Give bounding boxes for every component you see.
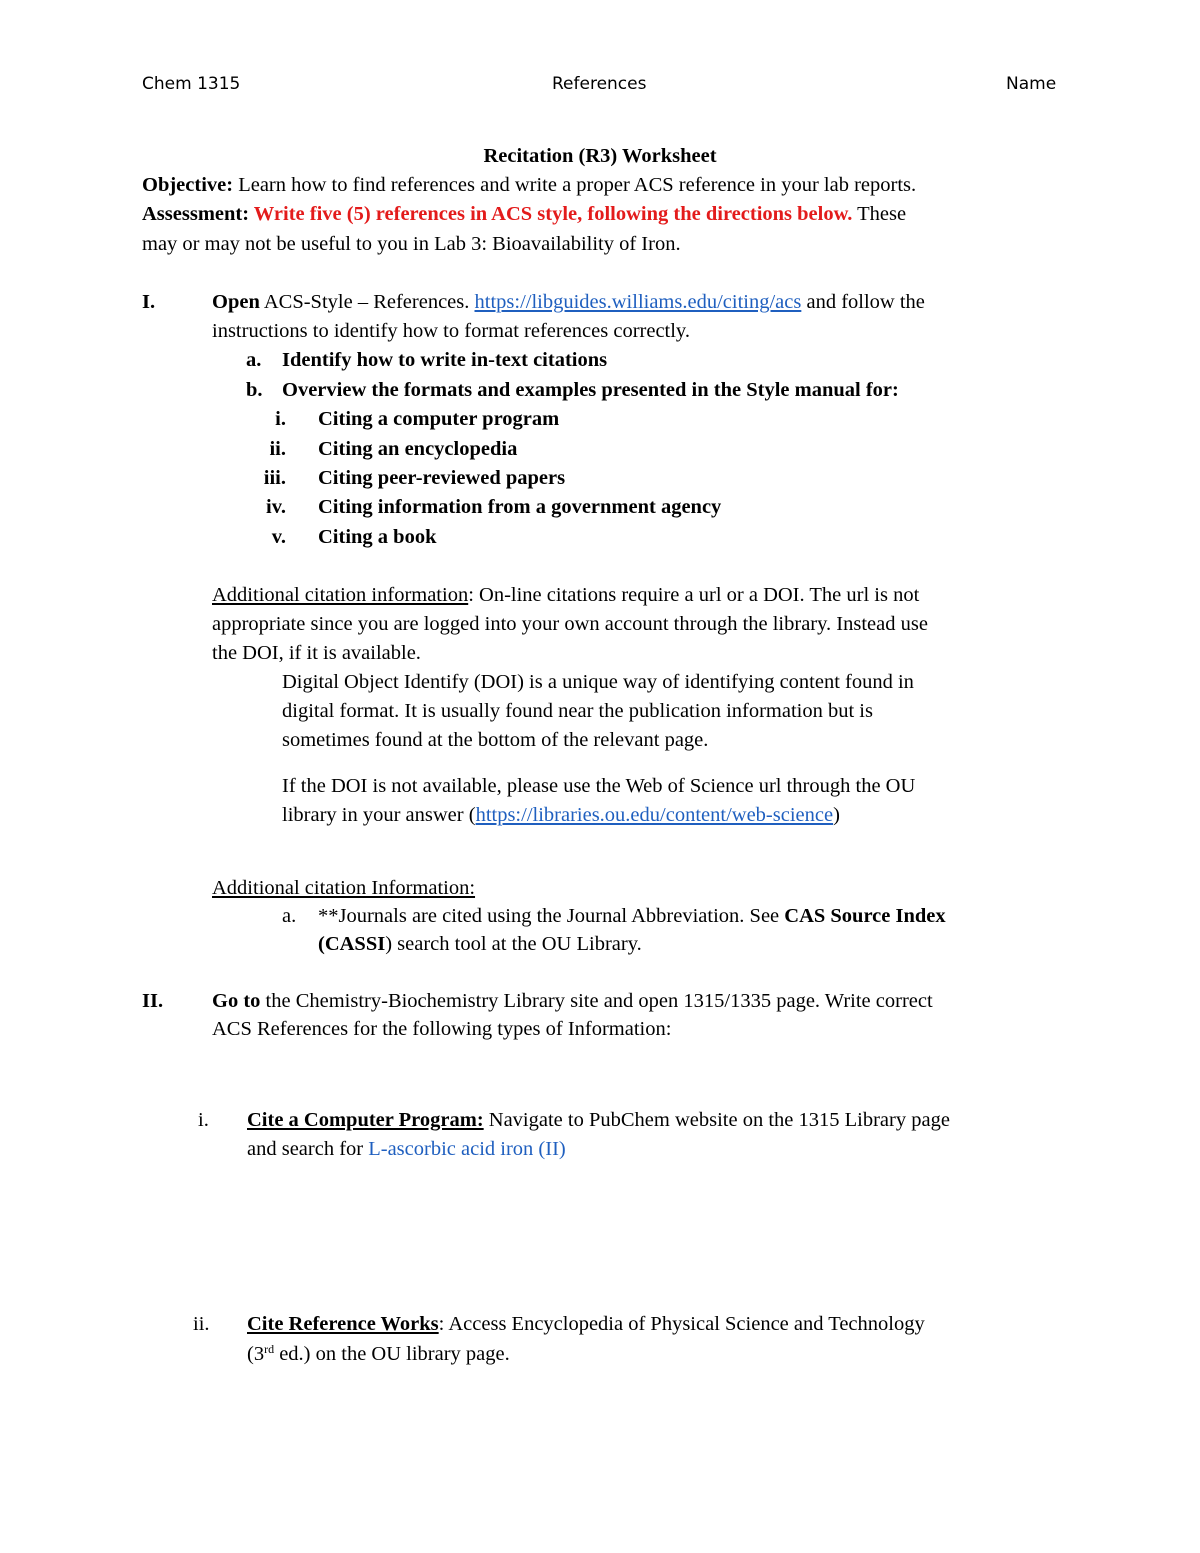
task-ii-line-1: Cite Reference Works: Access Encyclopedia of Physical Science and Technology — [247, 1313, 925, 1335]
section-1-line-1: Open ACS-Style – References. https://libguides.williams.edu/citing/acs and follow the — [212, 291, 925, 313]
assessment-instruction: Write five (5) references in ACS style, following the directions below. — [249, 203, 853, 225]
doi-line-1: Digital Object Identify (DOI) is a unique way of identifying content found in — [282, 671, 914, 693]
additional-info-line-2: appropriate since you are logged into your own account through the library. Instead use — [212, 613, 928, 635]
list-item-b-marker: b. — [246, 379, 263, 401]
task-i-marker: i. — [198, 1109, 209, 1131]
additional-info-label: Additional citation information — [212, 584, 469, 606]
section-1-line-2: instructions to identify how to format references correctly. — [212, 320, 690, 342]
section-2-numeral: II. — [142, 990, 164, 1012]
additional-info-2-marker: a. — [282, 905, 297, 927]
page-title: Recitation (R3) Worksheet — [483, 145, 717, 167]
task-ii-label: Cite Reference Works — [247, 1313, 439, 1335]
list-item-a-marker: a. — [246, 349, 262, 371]
doi-line-3: sometimes found at the bottom of the relevant page. — [282, 729, 709, 751]
assessment-label: Assessment: — [142, 203, 250, 225]
additional-info-2-label: Additional citation Information: — [212, 877, 476, 899]
task-i-line-2: and search for L-ascorbic acid iron (II) — [247, 1138, 566, 1160]
subitem-ii: Citing an encyclopedia — [318, 438, 518, 460]
header-course: Chem 1315 — [142, 74, 241, 94]
task-ii-marker: ii. — [193, 1313, 210, 1335]
section-2-line-1: Go to the Chemistry-Biochemistry Library site and open 1315/1335 page. Write correct — [212, 990, 933, 1012]
doi-line-2: digital format. It is usually found near the publication information but is — [282, 700, 873, 722]
assessment-line: Assessment: Write five (5) references in ACS style, following the directions below. These — [142, 203, 907, 225]
wos-line-2: library in your answer (https://libraries.ou.edu/content/web-science) — [282, 804, 840, 826]
additional-info-line-3: the DOI, if it is available. — [212, 642, 421, 664]
search-term: L-ascorbic acid iron (II) — [368, 1138, 566, 1160]
subitem-ii-marker: ii. — [269, 438, 286, 460]
subitem-i-marker: i. — [275, 408, 286, 430]
subitem-i: Citing a computer program — [318, 408, 560, 430]
journals-line-2: (CASSI) search tool at the OU Library. — [318, 933, 642, 955]
task-ii-line-2: (3rd ed.) on the OU library page. — [247, 1342, 510, 1365]
list-item-b: Overview the formats and examples presented in the Style manual for: — [282, 379, 899, 401]
task-i-line-1: Cite a Computer Program: Navigate to PubChem website on the 1315 Library page — [247, 1109, 950, 1131]
subitem-iii: Citing peer-reviewed papers — [318, 467, 566, 489]
additional-info-line-1: Additional citation information: On-line citations require a url or a DOI. The url is not — [212, 584, 920, 606]
list-item-a: Identify how to write in-text citations — [282, 349, 608, 371]
objective-label: Objective: — [142, 174, 234, 196]
subitem-v-marker: v. — [271, 526, 286, 548]
subitem-iv: Citing information from a government agency — [318, 496, 722, 518]
assessment-line-2: may or may not be useful to you in Lab 3: Bioavailability of Iron. — [142, 233, 681, 255]
objective-line: Objective: Learn how to find references and write a proper ACS reference in your lab reports. — [142, 174, 917, 196]
subitem-iii-marker: iii. — [263, 467, 286, 489]
acs-style-link[interactable]: https://libguides.williams.edu/citing/acs — [474, 291, 802, 313]
journals-line-1: **Journals are cited using the Journal Abbreviation. See CAS Source Index — [318, 905, 946, 927]
header-name: Name — [1006, 74, 1057, 94]
task-i-label: Cite a Computer Program: — [247, 1109, 484, 1131]
subitem-iv-marker: iv. — [266, 496, 286, 518]
section-2-line-2: ACS References for the following types of Information: — [212, 1018, 672, 1040]
wos-line-1: If the DOI is not available, please use the Web of Science url through the OU — [282, 775, 916, 797]
cassi-name: CAS Source Index — [784, 905, 946, 927]
header-title: References — [552, 74, 647, 94]
subitem-v: Citing a book — [318, 526, 437, 548]
web-of-science-link[interactable]: https://libraries.ou.edu/content/web-science — [475, 804, 834, 826]
section-1-numeral: I. — [142, 291, 156, 313]
